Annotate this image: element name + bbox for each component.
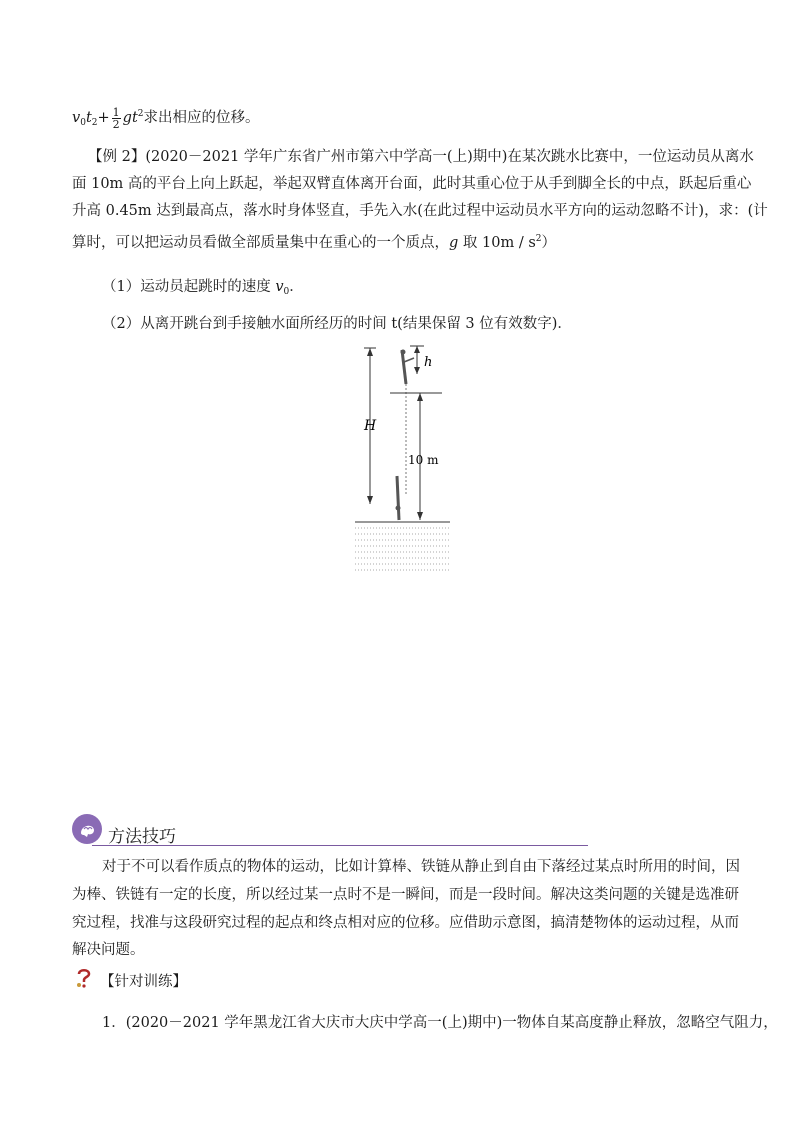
- question-1-text: （1）运动员起跳时的速度: [102, 279, 276, 295]
- gt-exponent: 2: [137, 109, 144, 119]
- v0-symbol-q1: v: [275, 279, 284, 295]
- label-10m: 10 m: [408, 453, 439, 467]
- water-pattern: [355, 528, 450, 570]
- example-text-4-end: ）: [541, 235, 556, 251]
- question-2: （2）从离开跳台到手接触水面所经历的时间 t(结果保留 3 位有效数字)．: [102, 316, 572, 332]
- training-item-1: 1．(2020－2021 学年黑龙江省大庆市大庆中学高一(上)期中)一物体自某高度静止释放，忽略空气阻力，: [102, 1015, 778, 1031]
- g-symbol: g: [449, 235, 459, 251]
- label-H: H: [364, 418, 377, 434]
- method-line-4: 解决问题。: [72, 942, 145, 958]
- example-text-4: 算时，可以把运动员看做全部质量集中在重心的一个质点，: [72, 235, 449, 251]
- formula-line: [72, 104, 722, 133]
- 10m-arrow-up: [417, 393, 423, 401]
- plus-sign: +: [97, 110, 110, 126]
- example-line-1: [88, 147, 754, 167]
- example-line-4: [72, 229, 722, 253]
- example-line-3: 升高 0.45m 达到最高点，落水时身体竖直，手先入水(在此过程中运动员水平方向的运动忽略不计)，求：(计: [72, 203, 768, 219]
- method-line-3: 究过程，找准与这段研究过程的起点和终点相对应的位移。应借助示意图，搞清楚物体的运动过程，从而: [72, 915, 739, 931]
- gt-symbol: gt: [122, 110, 138, 126]
- 10m-arrow-down: [417, 512, 423, 520]
- training-title: 【针对训练】: [100, 974, 187, 990]
- h-arrow-down: [414, 367, 420, 374]
- H-arrow-up: [367, 348, 373, 356]
- brain-icon: [72, 814, 102, 844]
- h-arrow-up: [414, 346, 420, 353]
- diver-top-icon: [401, 350, 415, 385]
- v0-subscript: 0: [80, 118, 86, 128]
- v0-subscript-q1: 0: [283, 287, 290, 297]
- t2-subscript: 2: [91, 118, 98, 128]
- fraction-half: [112, 107, 121, 130]
- fraction-numerator: 1: [112, 105, 120, 119]
- method-line-1: 对于不可以看作质点的物体的运动，比如计算棒、铁链从静止到自由下落经过某点时所用的时间，因: [102, 859, 740, 875]
- example-line-2: 面 10m 高的平台上向上跃起，举起双臂直体离开台面，此时其重心位于从手到脚全长的中点，跃起后重心: [72, 176, 752, 192]
- example-text-1: (2020－2021 学年广东省广州市第六中学高一(上)期中)在某次跳水比赛中，一位运动员从离水: [145, 149, 754, 165]
- example-label: 【例 2】: [88, 149, 146, 165]
- t2-symbol: t: [85, 110, 92, 126]
- diver-bottom-icon: [396, 476, 401, 520]
- g-value: 取 10m / s: [458, 235, 536, 251]
- question-1-end: ．: [289, 279, 304, 295]
- question-1: [102, 277, 722, 302]
- label-h: h: [424, 355, 433, 370]
- method-heading: [72, 814, 572, 848]
- v0-symbol: v: [72, 110, 81, 126]
- method-line-2: 为棒、铁链有一定的长度，所以经过某一点时不是一瞬间，而是一段时间。解决这类问题的关键是选准研: [72, 887, 739, 903]
- H-arrow-down: [367, 496, 373, 504]
- question-mark-icon: [76, 968, 92, 988]
- fraction-denominator: 2: [112, 117, 120, 131]
- method-title: 方法技巧: [108, 827, 176, 847]
- s-exponent: 2: [535, 234, 542, 244]
- formula-suffix: 求出相应的位移。: [143, 110, 260, 126]
- diving-figure: [350, 344, 450, 572]
